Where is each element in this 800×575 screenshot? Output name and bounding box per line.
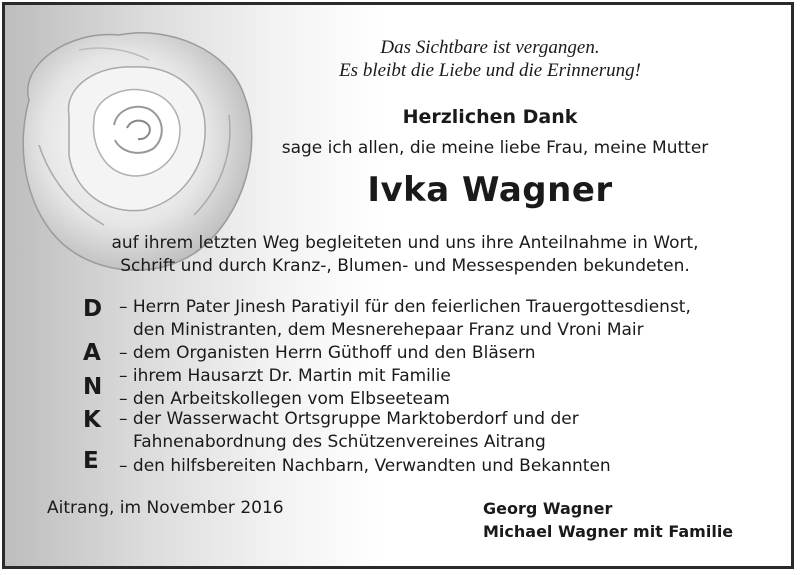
- thanks-subheading: sage ich allen, die meine liebe Frau, meine Mutter: [281, 138, 709, 158]
- thanks-line-5: – den Arbeitskollegen vom Elbseeteam: [119, 389, 450, 409]
- thanks-line-3: – dem Organisten Herrn Güthoff und den Bläsern: [119, 343, 536, 363]
- intro-line-1: auf ihrem letzten Weg begleiteten und uns ihre Anteilnahme in Wort,: [111, 233, 699, 253]
- danke-letter-n: N: [83, 374, 103, 400]
- deceased-name: Ivka Wagner: [367, 170, 613, 210]
- intro-line-2: Schrift und durch Kranz-, Blumen- und Messespenden bekundeten.: [120, 256, 690, 276]
- signature-1: Georg Wagner: [483, 499, 613, 518]
- danke-letter-e: E: [83, 448, 99, 474]
- obituary-card: [2, 2, 794, 569]
- thanks-heading: Herzlichen Dank: [402, 106, 578, 128]
- danke-letter-d: D: [83, 296, 103, 322]
- thanks-line-8: – den hilfsbereiten Nachbarn, Verwandten und Bekannten: [119, 456, 611, 476]
- motto-line-2: Es bleibt die Liebe und die Erinnerung!: [339, 60, 641, 81]
- thanks-line-7: Fahnenabordnung des Schützenvereines Aitrang: [133, 432, 546, 452]
- signature-2: Michael Wagner mit Familie: [483, 522, 734, 541]
- danke-letter-k: K: [83, 407, 101, 433]
- danke-letter-a: A: [83, 340, 101, 366]
- thanks-line-1: – Herrn Pater Jinesh Paratiyil für den feierlichen Trauergottesdienst,: [119, 297, 691, 317]
- motto-line-1: Das Sichtbare ist vergangen.: [380, 37, 600, 58]
- thanks-line-6: – der Wasserwacht Ortsgruppe Marktoberdorf und der: [119, 409, 579, 429]
- place-date: Aitrang, im November 2016: [47, 498, 284, 518]
- thanks-line-4: – ihrem Hausarzt Dr. Martin mit Familie: [119, 366, 451, 386]
- thanks-line-2: den Ministranten, dem Mesnerehepaar Franz und Vroni Mair: [133, 320, 644, 340]
